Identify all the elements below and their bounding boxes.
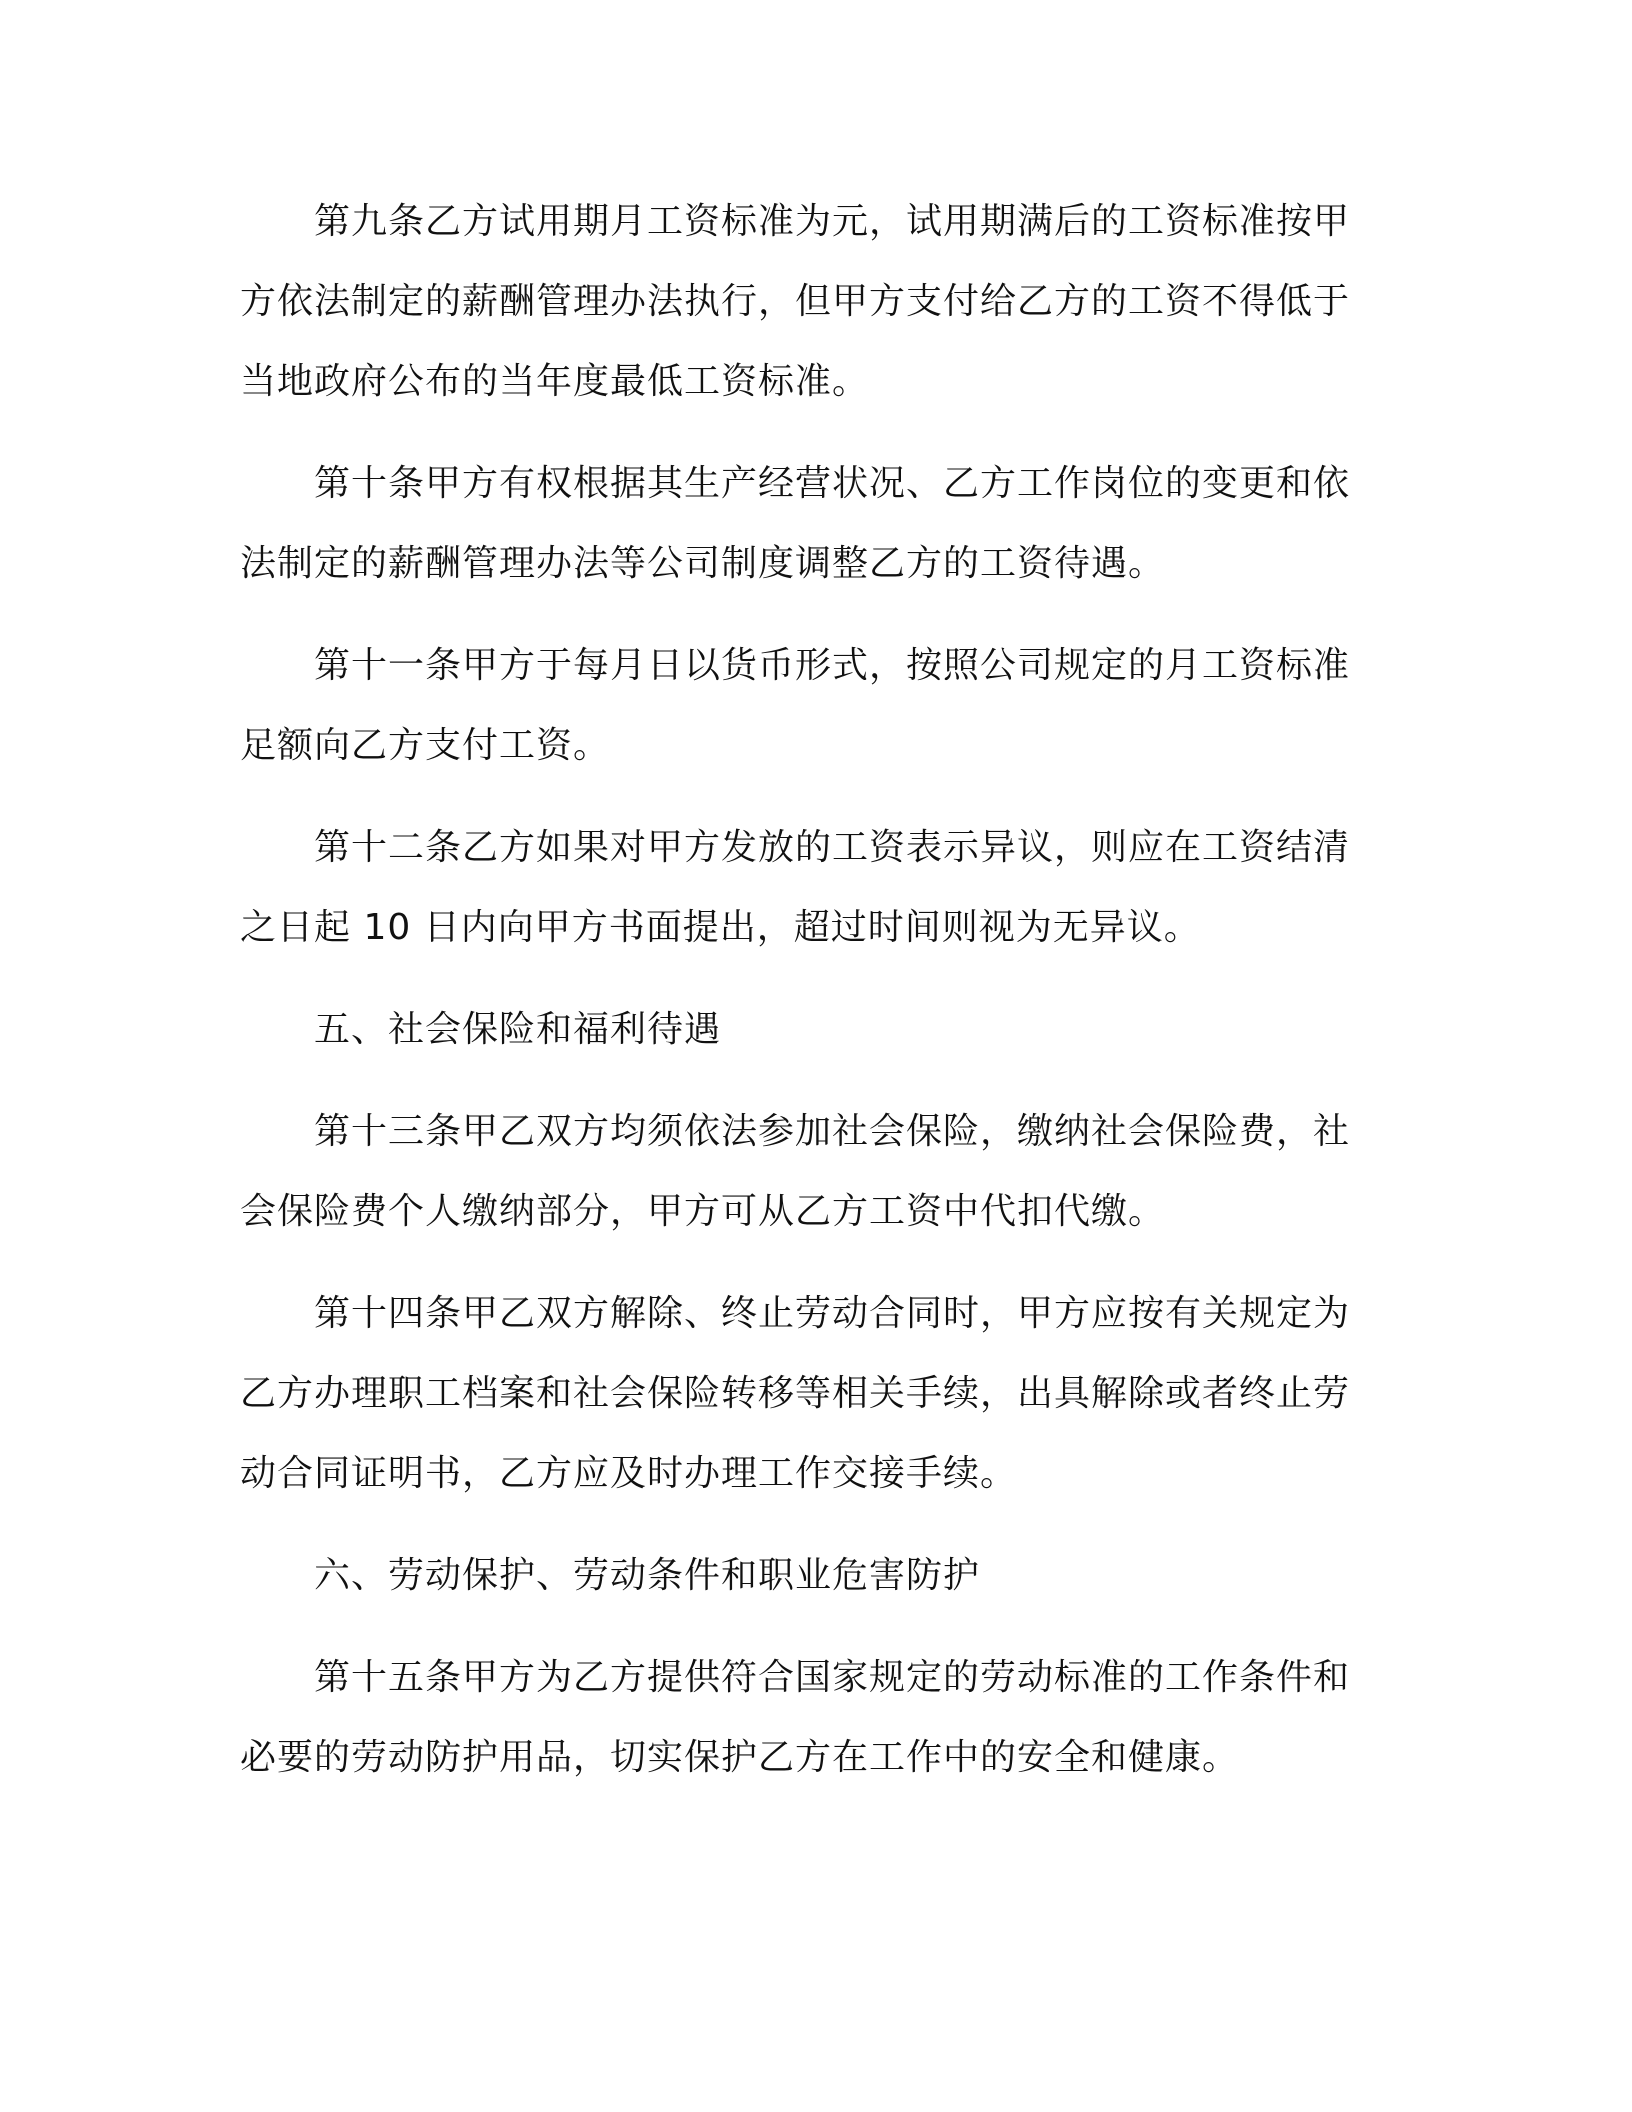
article-13: 第十三条甲乙双方均须依法参加社会保险，缴纳社会保险费，社会保险费个人缴纳部分，甲方可从乙方工资中代扣代缴。 xyxy=(240,1111,1351,1232)
article-10: 第十条甲方有权根据其生产经营状况、乙方工作岗位的变更和依法制定的薪酬管理办法等公司制度调整乙方的工资待遇。 xyxy=(240,463,1351,584)
document-body xyxy=(240,182,1350,1820)
article-9: 第九条乙方试用期月工资标准为元，试用期满后的工资标准按甲方依法制定的薪酬管理办法执行，但甲方支付给乙方的工资不得低于当地政府公布的当年度最低工资标准。 xyxy=(240,201,1351,402)
section-heading-labor-protection: 六、劳动保护、劳动条件和职业危害防护 xyxy=(314,1555,981,1596)
article-15: 第十五条甲方为乙方提供符合国家规定的劳动标准的工作条件和必要的劳动防护用品，切实保护乙方在工作中的安全和健康。 xyxy=(240,1657,1351,1778)
article-12: 第十二条乙方如果对甲方发放的工资表示异议，则应在工资结清之日起 10 日内向甲方书面提出，超过时间则视为无异议。 xyxy=(240,827,1351,948)
article-14: 第十四条甲乙双方解除、终止劳动合同时，甲方应按有关规定为乙方办理职工档案和社会保险转移等相关手续，出具解除或者终止劳动合同证明书，乙方应及时办理工作交接手续。 xyxy=(240,1293,1351,1494)
section-heading-social-insurance: 五、社会保险和福利待遇 xyxy=(314,1009,722,1050)
article-11: 第十一条甲方于每月日以货币形式，按照公司规定的月工资标准足额向乙方支付工资。 xyxy=(240,645,1351,766)
